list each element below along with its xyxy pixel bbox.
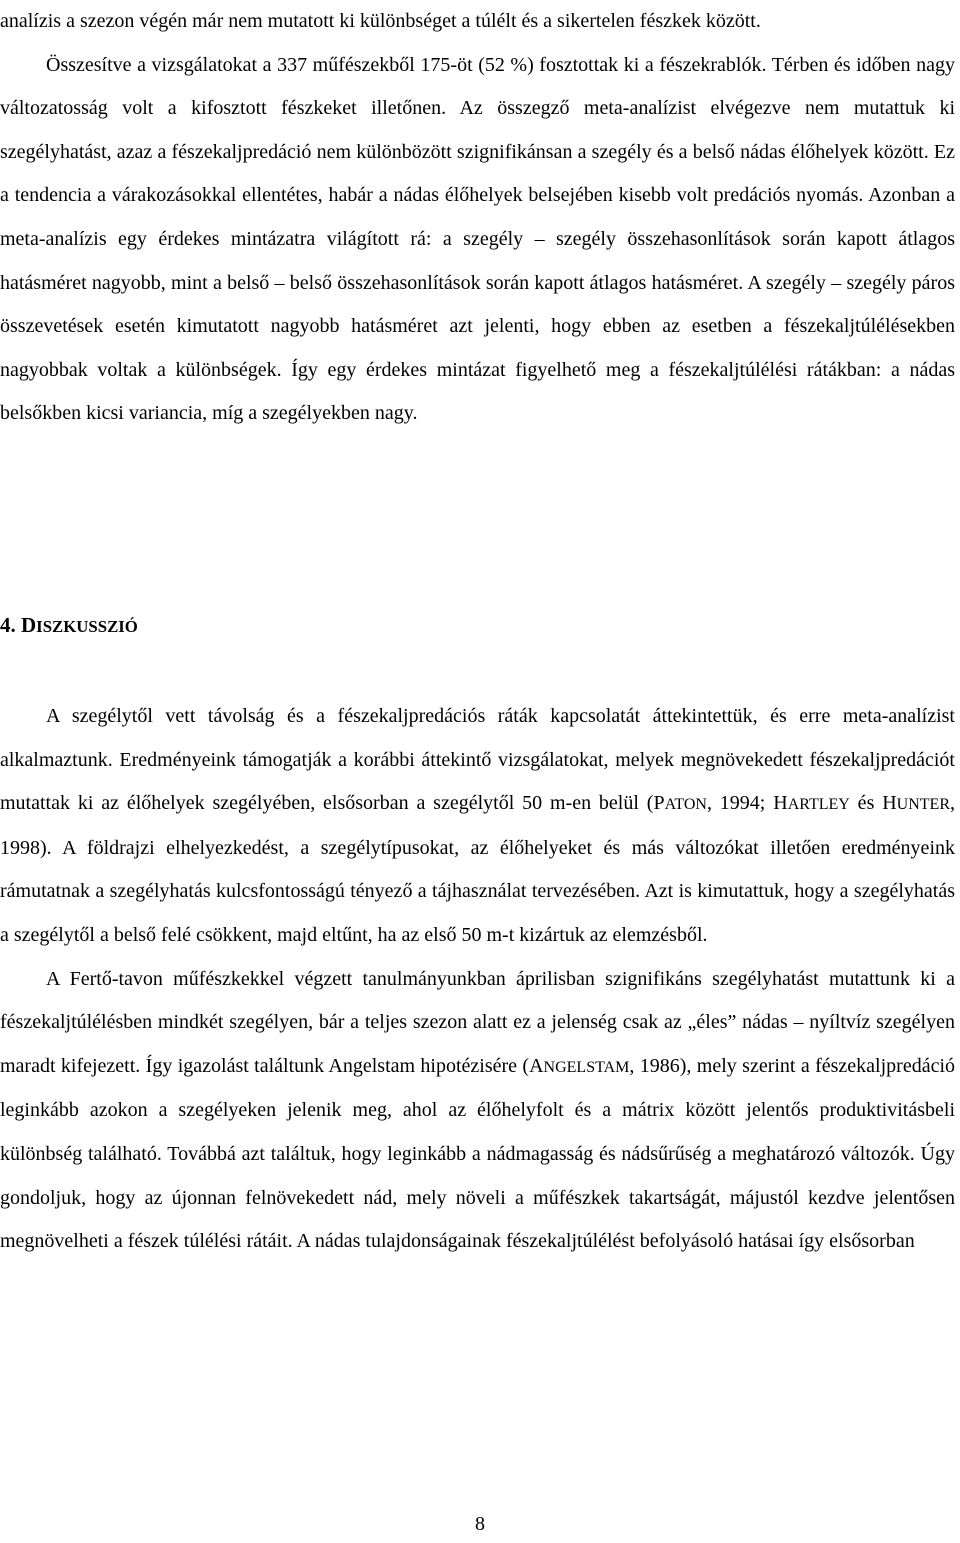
paragraph-results-summary: Összesítve a vizsgálatokat a 337 műfészekből 175-öt (52 %) fosztottak ki a fészekrablók. Térben és időben nagy változatosság volt a kifosztott fészkeket illetőnen. Az összegző meta-analízist elvégezve nem mutattuk ki szegélyhatást, azaz a fészekaljpredáció nem különbözött szignifikánsan a szegély és a belső nádas élőhelyek között. Ez a tendencia a várakozásokkal ellentétes, habár a nádas élőhelyek belsejében kisebb volt predációs nyomás. Azonban a meta-analízis egy érdekes mintázatra világított rá: a szegély – szegély összehasonlítások során kapott átlagos hatásméret nagyobb, mint a belső – belső összehasonlítások során kapott átlagos hatásméret. A szegély – szegély páros összevetések esetén kimutatott nagyobb hatásméret azt jelenti, hogy ebben az esetben a fészekaljtúlélésekben nagyobbak voltak a különbségek. Így egy érdekes mintázat figyelhető meg a fészekaljtúlélési rátákban: a nádas belsőkben kicsi variancia, míg a szegélyekben nagy. xyxy=(0,53,955,425)
citation-author-caps: ARTLEY xyxy=(787,796,850,814)
citation-year: , 1994; xyxy=(706,792,774,815)
discussion-section xyxy=(0,695,955,1264)
paragraph-discussion-2 xyxy=(0,958,955,1264)
citation-author-first: H xyxy=(773,792,788,815)
citation-author-first: A xyxy=(529,1054,544,1077)
paragraph-continuation: analízis a szezon végén már nem mutatott ki különbséget a túlélt és a sikertelen fészkek között. xyxy=(0,10,761,32)
paragraph-text: A földrajzi elhelyezkedést, a szegélytípusokat, az élőhelyeket és más változókat illetően eredményeink rámutatnak a szegélyhatás kulcsfontosságú tényező a tájhasználat tervezésében. Azt is kimutattuk, hogy a szegélyhatás a szegélytől a belső felé csökkent, majd eltűnt, ha az első 50 m-t kizártuk az elemzésből. xyxy=(0,836,955,946)
citation-author-first: H xyxy=(882,792,897,815)
citation-author-caps: ATON xyxy=(664,796,707,814)
citation-year: , 1986), xyxy=(629,1054,692,1077)
section-heading xyxy=(0,604,138,648)
heading-number: 4. xyxy=(0,613,16,637)
citation-author-first: P xyxy=(653,792,665,815)
paragraph-text: A szegélytől vett távolság és a fészekaljpredációs ráták kapcsolatát áttekintettük, és erre meta-analízist alkalmaztunk. Eredményeink támogatják a korábbi áttekintő vizsgálatokat, melyek megnövekedett fészekaljpredációt mutattak ki az élőhelyek szegélyében, elsősorban a szegélytől 50 m-en belül ( xyxy=(0,705,955,815)
citation-author-caps: UNTER xyxy=(896,796,950,814)
citation-author-caps: NGELSTAM xyxy=(543,1058,630,1076)
citation-year: , 1998). xyxy=(0,792,955,859)
citation-conjunction: és xyxy=(849,792,883,815)
paragraph-discussion-1 xyxy=(0,695,955,958)
page-number: 8 xyxy=(475,1513,485,1535)
results-section xyxy=(0,0,955,436)
paragraph-text: A Fertő-tavon műfészkekkel végzett tanulmányunkban áprilisban szignifikáns szegélyhatást mutattunk ki a fészekaljtúlélésben mindkét szegélyen, bár a teljes szezon alatt ez a jelenség csak az „éles” nádas – nyíltvíz szegélyen maradt kifejezett. Így igazolást találtunk Angelstam hipotézisére ( xyxy=(0,967,955,1077)
heading-small-caps: ISZKUSSZIÓ xyxy=(36,617,138,636)
paragraph-text: mely szerint a fészekaljpredáció leginkább azokon a szegélyeken jelenik meg, ahol az élőhelyfolt és a mátrix között jelentős produktivitásbeli különbség található. Továbbá azt találtuk, hogy leginkább a nádmagasság és nádsűrűség a meghatározó változók. Úgy gondoljuk, hogy az újonnan felnövekedett nád, mely növeli a műfészkek takartságát, májustól kezdve jelentősen megnövelheti a fészek túlélési rátáit. A nádas tulajdonságainak fészekaljtúlélést befolyásoló hatásai így elsősorban xyxy=(0,1054,956,1253)
heading-first-letter: D xyxy=(21,613,37,637)
